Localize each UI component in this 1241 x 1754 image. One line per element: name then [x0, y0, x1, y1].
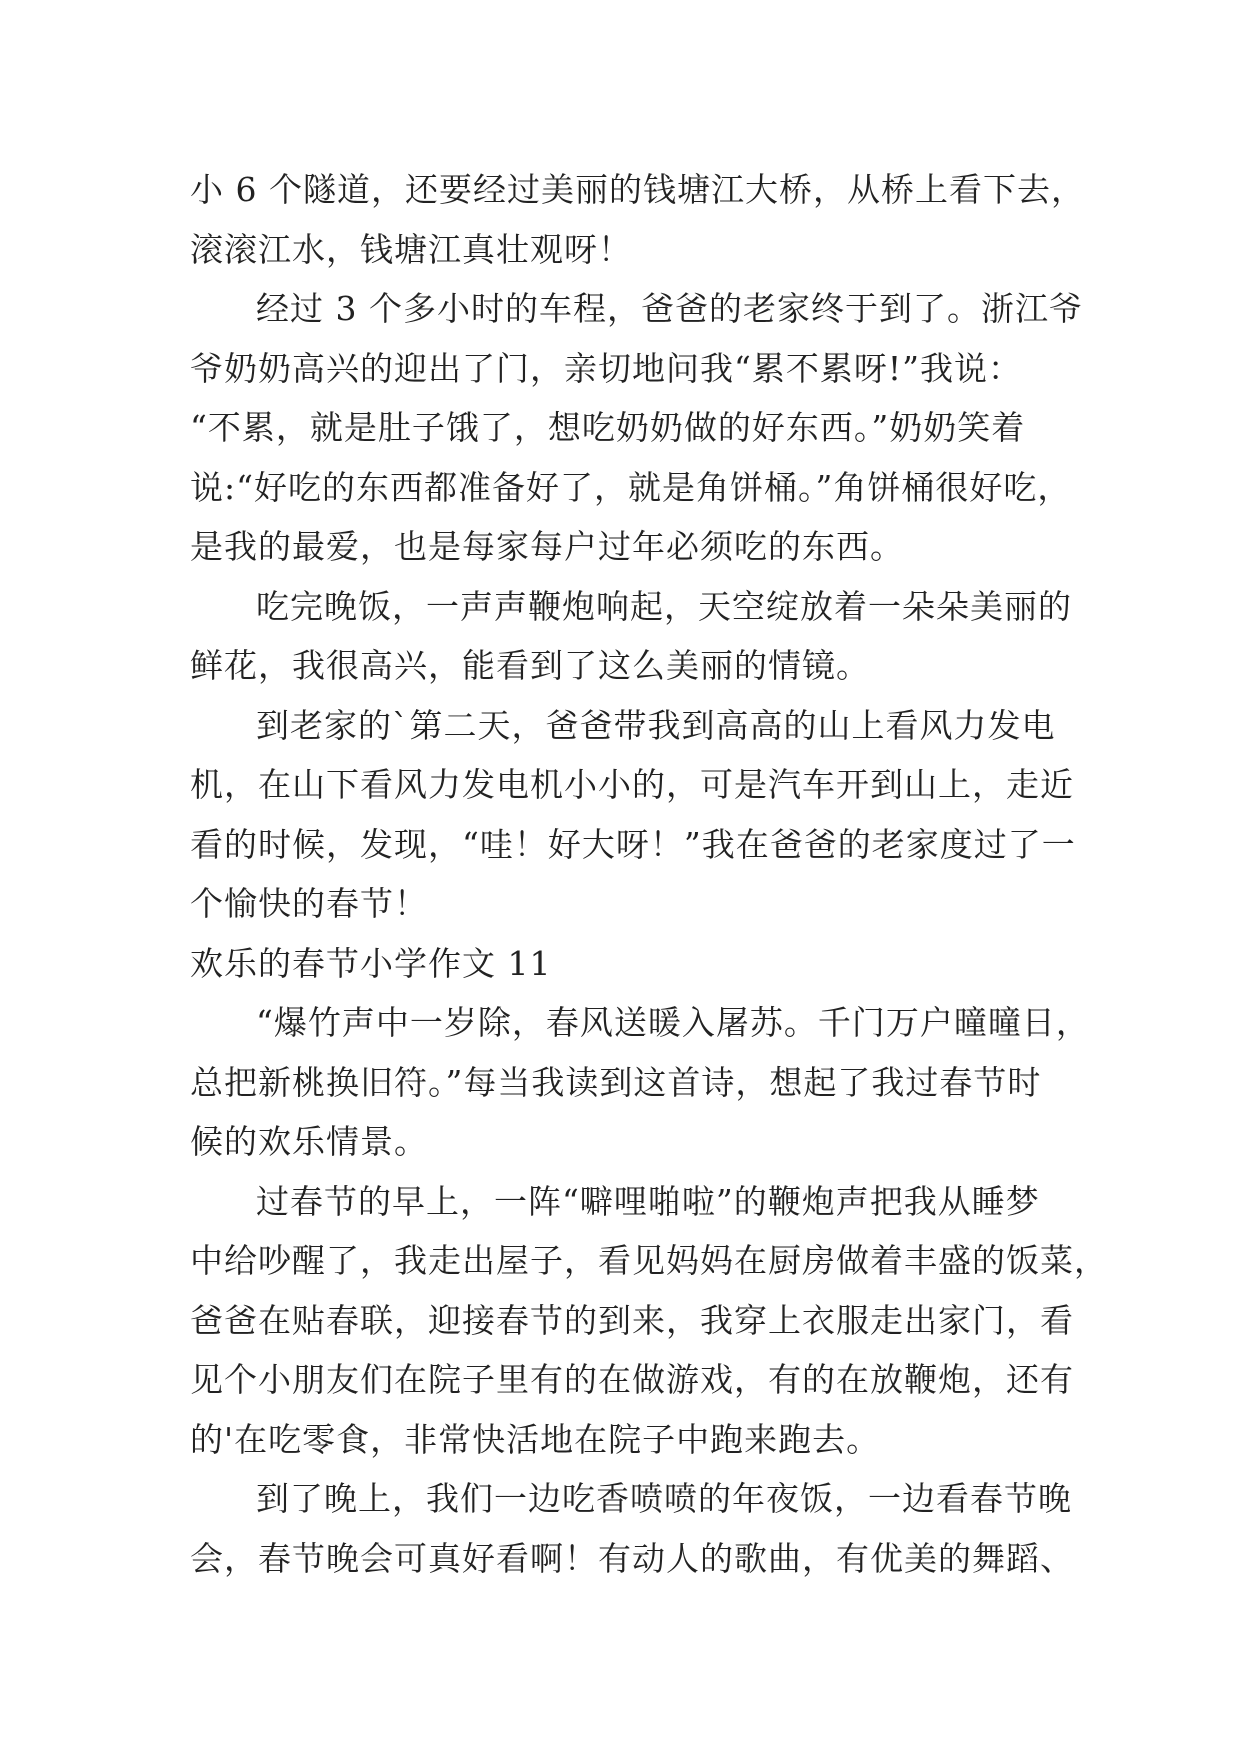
text-line: 说:“好吃的东西都准备好了，就是角饼桶。”角饼桶很好吃，: [190, 467, 1072, 507]
text-line: 经过 3 个多小时的车程，爸爸的老家终于到了。浙江爷: [256, 289, 1083, 328]
text-line: “爆竹声中一岁除，春风送暖入屠苏。千门万户曈曈日，: [256, 1003, 1090, 1042]
text-line: 小 6 个隧道，还要经过美丽的钱塘江大桥，从桥上看下去，: [190, 170, 1085, 209]
text-line: “不累，就是肚子饿了，想吃奶奶做的好东西。”奶奶笑着: [190, 408, 1026, 447]
paragraph: [190, 993, 1090, 1172]
text-line: 看的时候，发现，“哇！好大呀！”我在爸爸的老家度过了一: [190, 824, 1076, 864]
text-line: 爷奶奶高兴的迎出了门，亲切地问我“累不累呀!”我说：: [190, 348, 1023, 388]
text-line: 机，在山下看风力发电机小小的，可是汽车开到山上，走近: [190, 765, 1074, 804]
paragraph: [190, 577, 1070, 696]
text-line: 中给吵醒了，我走出屋子，看见妈妈在厨房做着丰盛的饭菜，: [190, 1241, 1108, 1280]
text-line: 候的欢乐情景。: [190, 1122, 428, 1161]
paragraph: [190, 279, 1083, 577]
paragraph: [190, 160, 1085, 279]
text-line: 总把新桃换旧符。”每当我读到这首诗，想起了我过春节时: [190, 1062, 1042, 1102]
paragraph: [190, 696, 1076, 934]
text-line: 鲜花，我很高兴，能看到了这么美丽的情镜。: [190, 646, 870, 685]
text-line: 会，春节晚会可真好看啊！有动人的歌曲，有优美的舞蹈、: [190, 1538, 1074, 1578]
text-line: 滚滚江水，钱塘江真壮观呀！: [190, 229, 632, 269]
paragraph: [190, 1172, 1108, 1470]
paragraph: [190, 1469, 1074, 1588]
section-title: 欢乐的春节小学作文 11: [190, 943, 552, 983]
text-line: 个愉快的春节！: [190, 884, 428, 923]
text-line: 过春节的早上，一阵“噼哩啪啦”的鞭炮声把我从睡梦: [256, 1181, 1040, 1221]
text-line: 的'在吃零食，非常快活地在院子中跑来跑去。: [190, 1419, 881, 1459]
document-body: [190, 160, 1108, 1588]
text-line: 是我的最爱，也是每家每户过年必须吃的东西。: [190, 527, 904, 566]
text-line: 见个小朋友们在院子里有的在做游戏，有的在放鞭炮，还有: [190, 1360, 1074, 1399]
text-line: 到了晚上，我们一边吃香喷喷的年夜饭，一边看春节晚: [256, 1479, 1072, 1518]
text-line: 到老家的`第二天，爸爸带我到高高的山上看风力发电: [256, 705, 1056, 745]
text-line: 爸爸在贴春联，迎接春节的到来，我穿上衣服走出家门，看: [190, 1300, 1074, 1340]
text-line: 吃完晚饭，一声声鞭炮响起，天空绽放着一朵朵美丽的: [256, 586, 1072, 626]
